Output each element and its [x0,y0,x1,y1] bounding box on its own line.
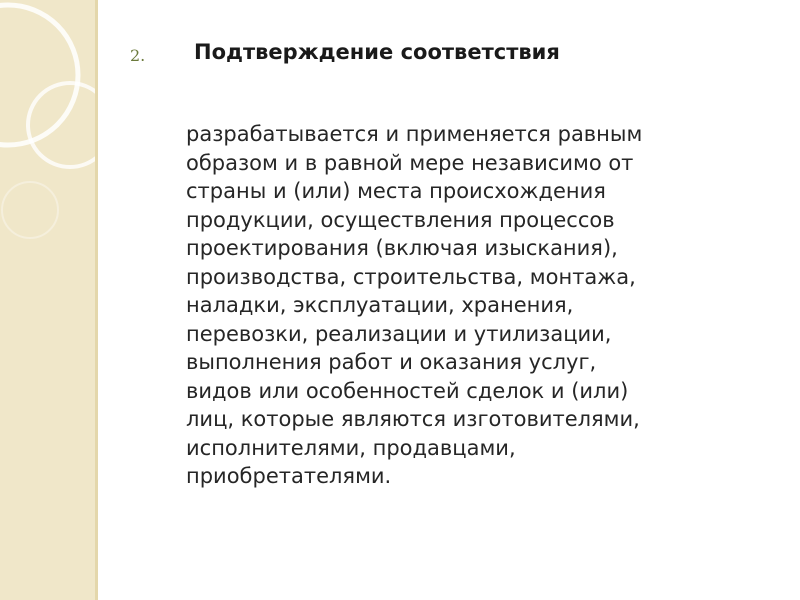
decorative-side-panel [0,0,95,600]
heading-title: Подтверждение соответствия [194,40,560,64]
decorative-circle-faint [2,182,58,238]
side-panel-divider [95,0,98,600]
decorative-circles [0,0,95,600]
decorative-circle-large [0,5,78,145]
body-paragraph: разрабатывается и применяется равным образом и в равной мере независимо от страны и (или) места происхождения продукции, осуществления процессов проектирования (включая изыскания), производства, строительства, монтажа, наладки, эксплуатации, хранения, перевозки, реализации и утилизации, выполнения работ и оказания услуг, видов или особенностей сделок и (или) лиц, которые являются изготовителями, исполнителями, продавцами, приобретателями. [186,122,643,488]
decorative-circle-small [28,83,95,167]
list-number: 2. [130,46,146,65]
slide-heading [130,38,770,74]
